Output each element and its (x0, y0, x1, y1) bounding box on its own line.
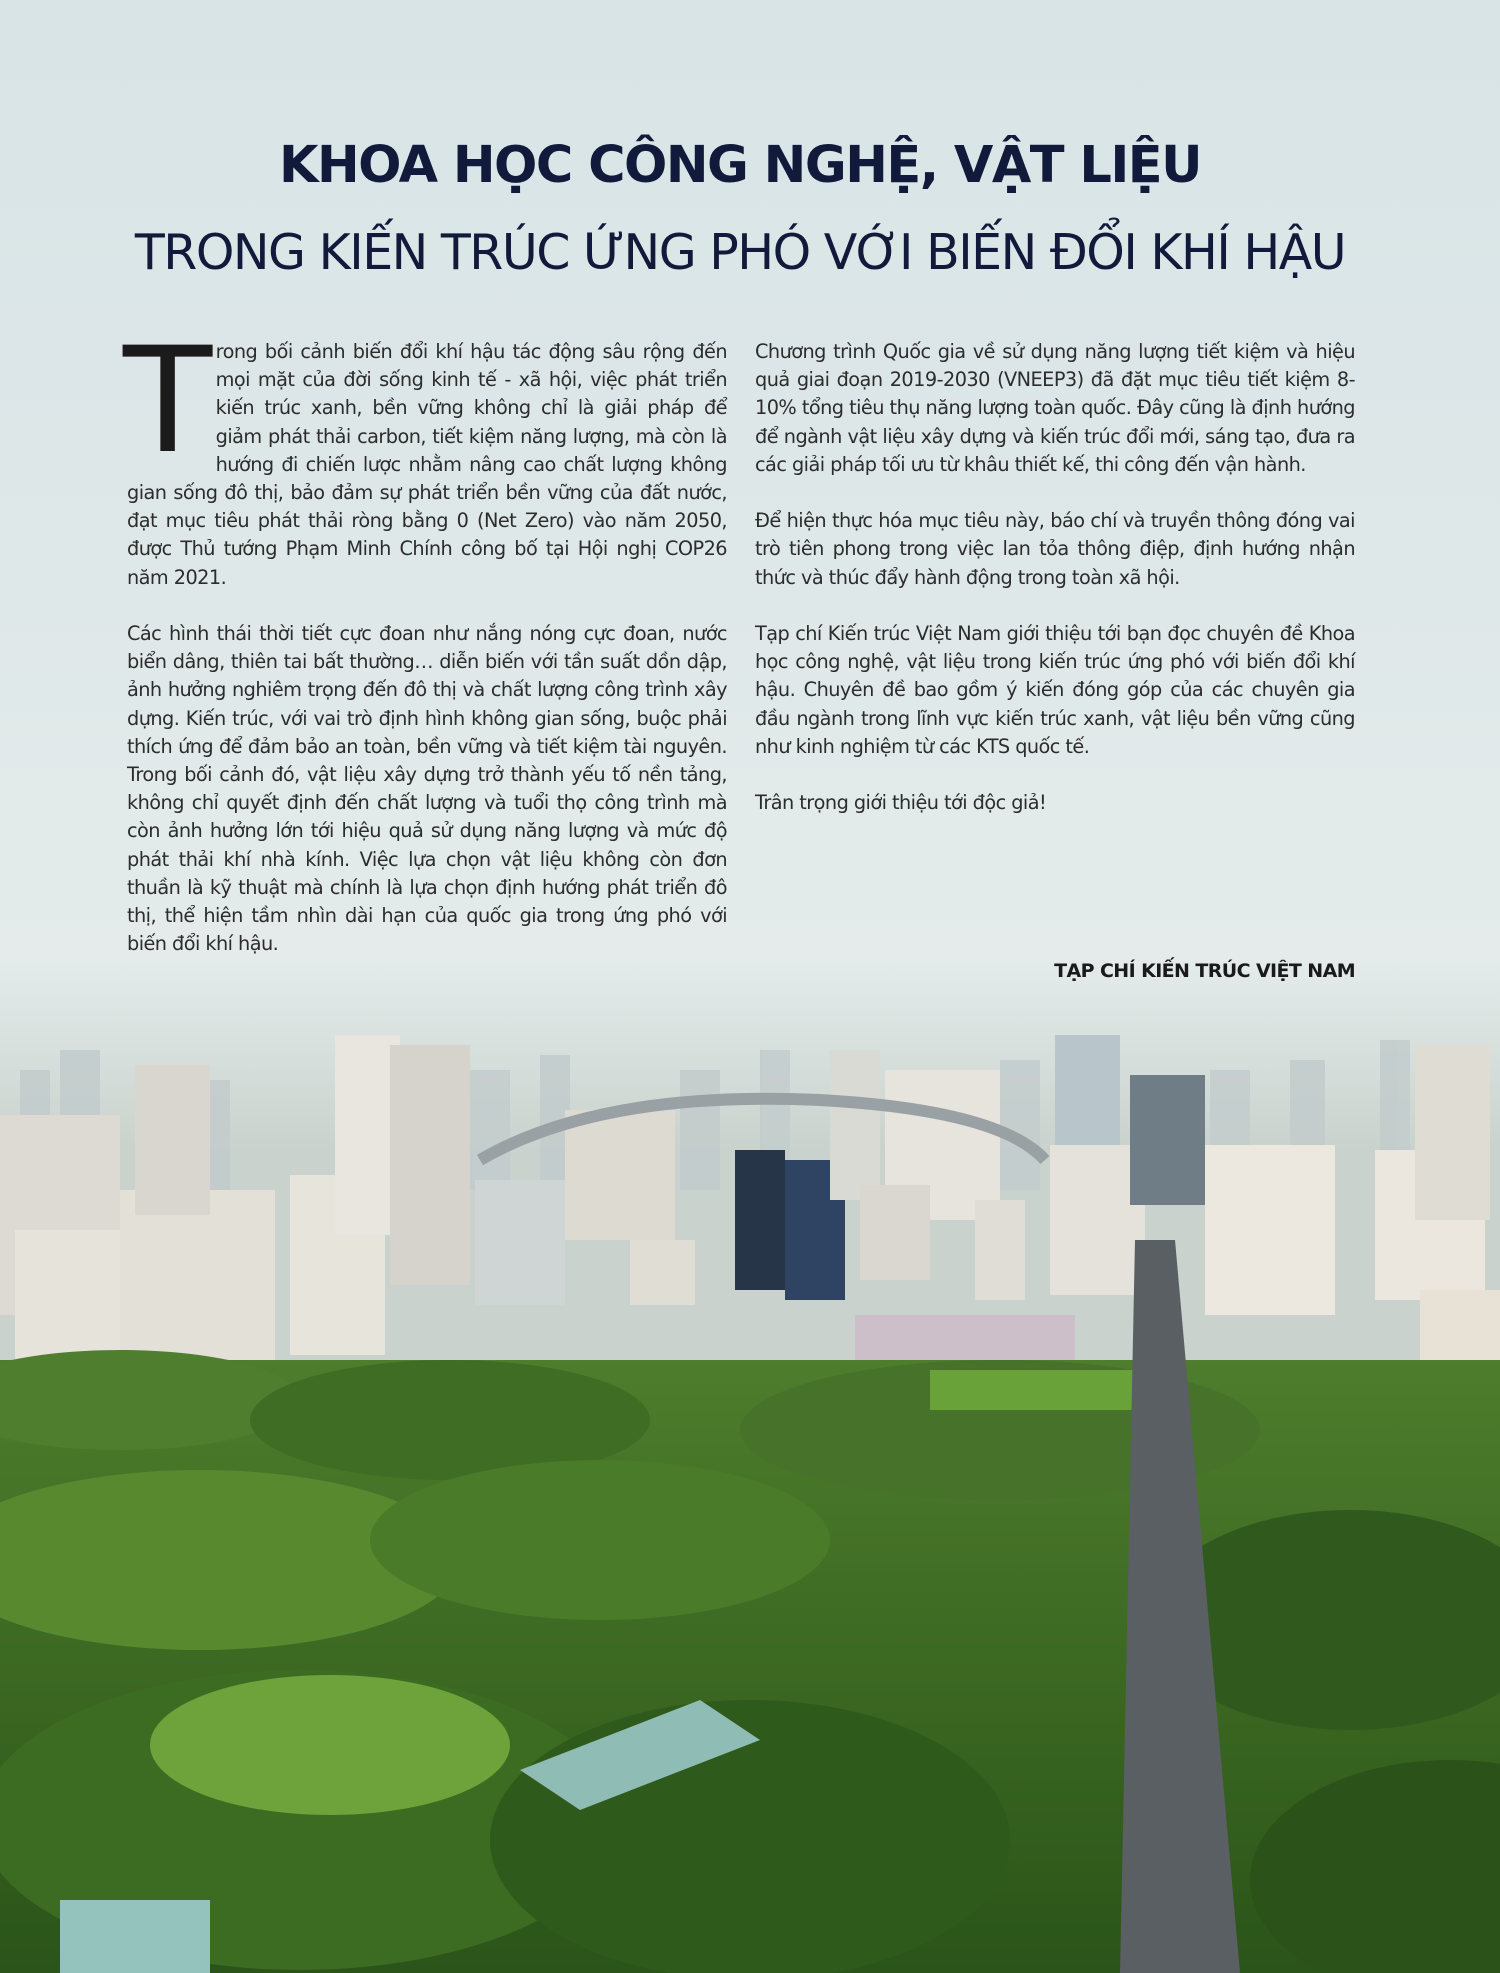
closing-line: Trân trọng giới thiệu tới độc giả! (755, 791, 1047, 815)
page-title: KHOA HỌC CÔNG NGHỆ, VẬT LIỆU (278, 136, 1202, 195)
city-aerial-photo (0, 1000, 1500, 1973)
drop-cap: T (123, 316, 212, 486)
park-lawn (150, 1675, 510, 1815)
shelter-roof (60, 1900, 210, 1973)
signature: TẠP CHÍ KIẾN TRÚC VIỆT NAM (1054, 960, 1355, 982)
intro-text: rong bối cảnh biến đổi khí hậu tác động sâu rộng đến mọi mặt của đời sống kinh tế - xã hội, việc phát triển kiến trúc xanh, bền vững không chỉ là giải pháp để giảm phát thải carbon, tiết kiệm năng lượng, mà còn là hướng đi chiến lược nhằm nâng cao chất lượng không gian sống đô thị, bảo đảm sự phát triển bền vững của đất nước, đạt mục tiêu phát thải ròng bằng 0 (Net Zero) vào năm 2050, được Thủ tướng Phạm Minh Chính công bố tại Hội nghị COP26 năm 2021. (127, 340, 727, 589)
tree-canopy (0, 1350, 1500, 1973)
left-column (123, 316, 727, 987)
intro-paragraph (123, 316, 727, 592)
paragraph: Để hiện thực hóa mục tiêu này, báo chí và truyền thông đóng vai trò tiên phong trong việc lan tỏa thông điệp, định hướng nhận thức và thúc đẩy hành động trong toàn xã hội. (755, 509, 1355, 589)
paragraph: Chương trình Quốc gia về sử dụng năng lượng tiết kiệm và hiệu quả giai đoạn 2019-2030 (VNEEP3) đã đặt mục tiêu tiết kiệm 8-10% tổng tiêu thụ năng lượng toàn quốc. Đây cũng là định hướng để ngành vật liệu xây dựng và kiến trúc đổi mới, sáng tạo, đưa ra các giải pháp tối ưu từ khâu thiết kế, thi công đến vận hành. (755, 340, 1355, 476)
page-subtitle: TRONG KIẾN TRÚC ỨNG PHÓ VỚI BIẾN ĐỔI KHÍ HẬU (134, 224, 1346, 281)
paragraph: Tạp chí Kiến trúc Việt Nam giới thiệu tới bạn đọc chuyên đề Khoa học công nghệ, vật liệu trong kiến trúc ứng phó với biến đổi khí hậu. Chuyên đề bao gồm ý kiến đóng góp của các chuyên gia đầu ngành trong lĩnh vực kiến trúc xanh, vật liệu bền vững cũng như kinh nghiệm từ các KTS quốc tế. (755, 622, 1355, 758)
paragraph: Các hình thái thời tiết cực đoan như nắng nóng cực đoan, nước biển dâng, thiên tai bất thường… diễn biến với tần suất dồn dập, ảnh hưởng nghiêm trọng đến đô thị và chất lượng công trình xây dựng. Kiến trúc, với vai trò định hình không gian sống, buộc phải thích ứng để đảm bảo an toàn, bền vững và tiết kiệm tài nguyên. Trong bối cảnh đó, vật liệu xây dựng trở thành yếu tố nền tảng, không chỉ quyết định đến chất lượng và tuổi thọ công trình mà còn ảnh hưởng lớn tới hiệu quả sử dụng năng lượng và mức độ phát thải khí nhà kính. Việc lựa chọn vật liệu không còn đơn thuần là kỹ thuật mà chính là lựa chọn định hướng phát triển đô thị, thể hiện tầm nhìn dài hạn của quốc gia trong ứng phó với biến đổi khí hậu. (127, 622, 727, 956)
right-column (755, 338, 1355, 846)
